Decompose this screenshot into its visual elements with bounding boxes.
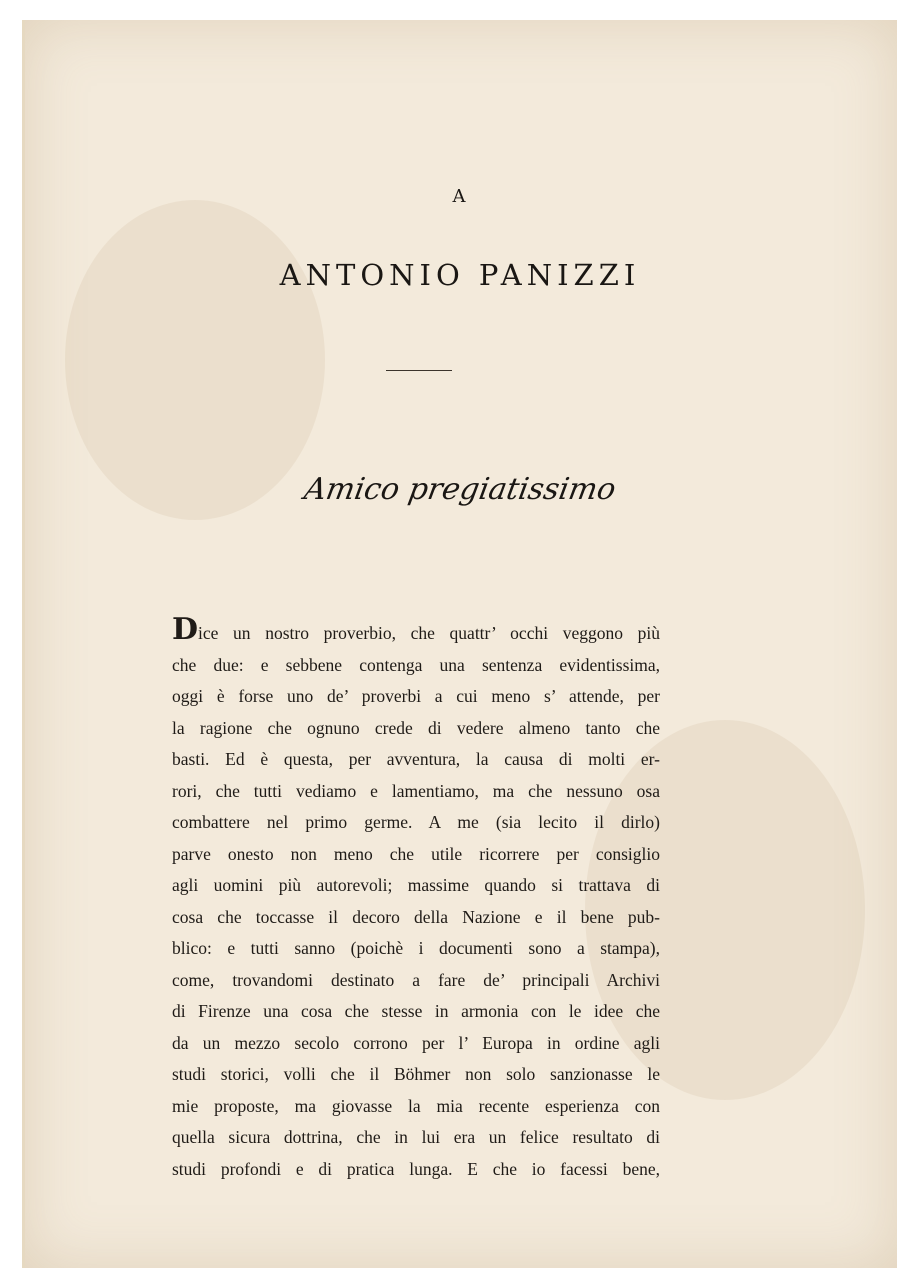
body-line-1: Dice un nostro proverbio, che quattr’ occhi veggono più bbox=[172, 612, 660, 647]
divider-rule bbox=[386, 370, 452, 371]
body-line-18: studi profondi e di pratica lunga. E che io facessi bene, bbox=[172, 1158, 660, 1179]
dedication-name: ANTONIO PANIZZI bbox=[279, 258, 641, 292]
body-line-4: la ragione che ognuno crede di vedere almeno tanto che bbox=[172, 717, 660, 738]
body-line-17: quella sicura dottrina, che in lui era un felice resultato di bbox=[172, 1127, 660, 1147]
body-line-7: combattere nel primo germe. A me (sia lecito il dirlo) bbox=[172, 812, 660, 832]
salutation: Amico pregiatissimo bbox=[301, 472, 619, 507]
body-line-16: mie proposte, ma giovasse la mia recente esperienza con bbox=[172, 1095, 660, 1116]
body-line-6: rori, che tutti vediamo e lamentiamo, ma che nessuno osa bbox=[172, 780, 660, 801]
body-line-9: agli uomini più autorevoli; massime quando si trattava di bbox=[172, 875, 660, 895]
body-line-12: come, trovandomi destinato a fare de’ principali Archivi bbox=[172, 969, 660, 990]
body-paragraph bbox=[172, 612, 660, 1185]
body-line-11: blico: e tutti sanno (poichè i documenti sono a stampa), bbox=[172, 938, 660, 958]
body-line-5: basti. Ed è questa, per avventura, la causa di molti er- bbox=[172, 749, 660, 769]
dedication-prefix: A bbox=[452, 186, 468, 207]
body-line-3: oggi è forse uno de’ proverbi a cui meno s’ attende, per bbox=[172, 686, 660, 706]
body-line-2: che due: e sebbene contenga una sentenza evidentissima, bbox=[172, 654, 660, 675]
body-line-8: parve onesto non meno che utile ricorrere per consiglio bbox=[172, 843, 660, 864]
body-line-15: studi storici, volli che il Böhmer non solo sanzionasse le bbox=[172, 1064, 660, 1084]
body-line-14: da un mezzo secolo corrono per l’ Europa in ordine agli bbox=[172, 1032, 660, 1053]
body-line-13: di Firenze una cosa che stesse in armonia con le idee che bbox=[172, 1001, 660, 1021]
drop-cap: D bbox=[172, 612, 199, 647]
body-line-10: cosa che toccasse il decoro della Nazione e il bene pub- bbox=[172, 906, 660, 927]
